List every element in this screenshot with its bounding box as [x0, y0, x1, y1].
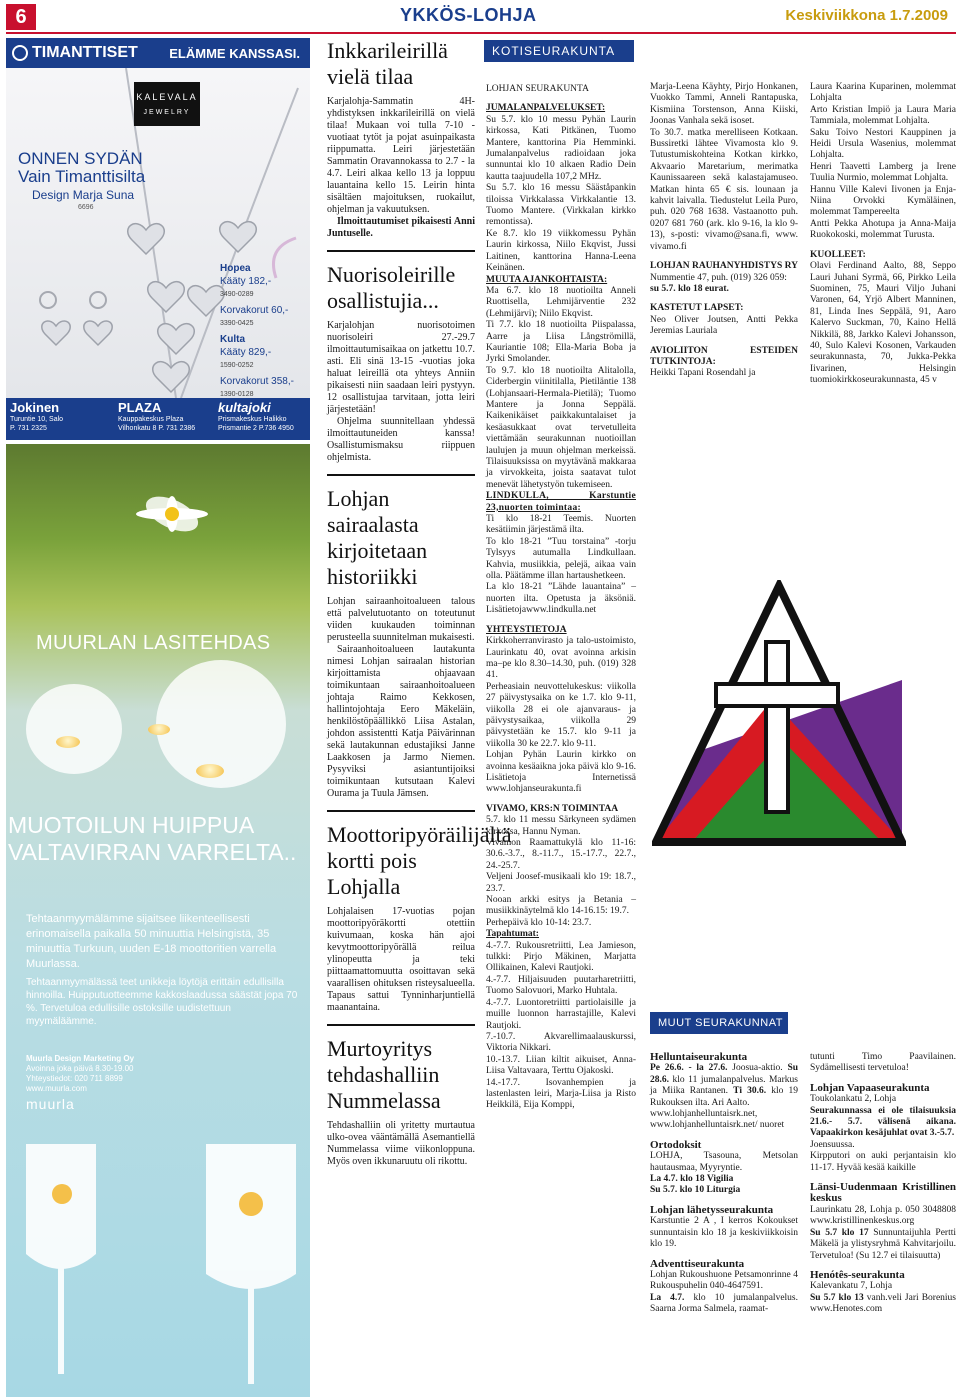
news-column-1: [327, 38, 512, 1168]
parish-entry: Ma 6.7. klo 18 nuotioilta Anneli Ruottisella, Lehmijärventie 232 (Lehmijärvi); Niilo Ekqvist.: [486, 285, 636, 319]
event-text: klo 10 jumalanpalvelus. Saarna Jorma Salmela, raamat-: [650, 1292, 798, 1315]
parish-column-3: [810, 82, 956, 387]
parish-entry: Perheasiain neuvottelukeskus: viikolla 27 päivystysaika on ke 1.7. klo 9-11, viikolla 28 ei ole ajanvaraus- ja päivystysaikaa, viikolla 29 päivystetään ke 15.7. klo 9-11 ja viikolla 30 ke 22.7. klo 9-11.: [486, 681, 636, 749]
article-headline: Nuorisoleirille osallistujia...: [327, 262, 456, 313]
article-paragraph: Sairaanhoitoalueen lautakunta nimesi Lohjan sairaalan historian kirjoittamista ohjaavaan toimikuntaan sairaanhoitoalueen johtaja Raimo Kekkosen, hallintojohtaja Eero Mäkeläin, henkilöstöpäällikkö Liisa Astalan, johdon assistentti Katja Päivärinnan sekä lautakunnan edustajiksi Janne Laakkosen ja Jarmo Niemen. Pysyviksi asiantuntijoiksi toimikuntaan kutsutaan Kalevi Ourama ja Tuula Jämsen.: [327, 644, 475, 799]
parish-entry: Ti 7.7. klo 18 nuotioilta Piispalassa, Aarre ja Liisa Långströmillä, Kauriantie 108; Ella-Maria Boba ja Jyrki Smolander.: [486, 320, 636, 365]
parish-entry: Henri Taavetti Lamberg ja Irene Tuulia Nurmio, molemmat Lohjalta.: [810, 161, 956, 184]
parish-entry: 14.-17.7. Isovanhempien ja lastenlasten leiri, Marja-Liisa ja Risto Heikkilä, Eija Komppi,: [486, 1077, 636, 1111]
parish-entry: [810, 1293, 956, 1316]
retailer-address: Turuntie 10, Salo: [10, 416, 64, 423]
article-headline: Lohjan sairaalasta kirjoitetaan historiikki: [327, 486, 428, 589]
other-parishes-column-1: [650, 1052, 798, 1316]
article-divider: [327, 1024, 475, 1026]
section-bar-kotiseurakunta: KOTISEURAKUNTA: [484, 40, 634, 62]
muurla-hours: Avoinna joka päivä 8.30-19.00: [26, 1064, 134, 1073]
candle-glasses-image: [6, 1144, 310, 1397]
parish-entry: Laura Kaarina Kuparinen, molemmat Lohjalta: [810, 82, 956, 104]
brand-subname: JEWELRY: [143, 109, 191, 116]
article-headline: Inkkarileirillä vielä tilaa: [327, 38, 448, 89]
ad-headline-2: Vain Timanttisilta: [18, 167, 146, 186]
parish-name: Ortodoksit: [650, 1138, 702, 1151]
section-heading: LINDKULLA, Karstuntie 23,nuorten toimintaa:: [486, 491, 636, 513]
article-paragraph: Ohjelma suunnitellaan yhdessä ilmoittautuneiden kanssa! Osallistumismaksu riippuen ohjelmista.: [327, 416, 475, 463]
retailer-jokinen: [10, 400, 63, 433]
muurla-headline-1: MUOTOILUN HUIPPUA: [8, 812, 255, 838]
brand-name: KALEVALA: [136, 92, 198, 102]
parish-entry: Olavi Ferdinand Aalto, 88, Seppo Lauri Juhani Syrmä, 66, Pirkko Leila Suominen, 75, Mauri Viljo Juhani Varonen, 64, Yrjö Albert Manninen, 81, Linda Ines Seppälä, 91, Aaro Kalervo Suckman, 70, Kaino Hellä Nikkilä, 88, Jarkko Kalevi Johansson, 40, Sulo Kalevi Kosonen, Varkauden seurakunnasta, 70, Jukka-Pekka Iivarinen, Helsingin tuomiokirkkoseurakunnasta, 45 v: [810, 261, 956, 386]
muurla-contact: [26, 1054, 186, 1094]
muurla-company: Muurla Design Marketing Oy: [26, 1054, 135, 1063]
parish-entry: 10.-13.7. Liian kiltit aikuiset, Anna-Liisa Valtavaara, Terttu Ojakoski.: [486, 1054, 636, 1077]
retailer-name: PLAZA: [118, 400, 162, 415]
section-heading: LOHJAN SEURAKUNTA: [486, 84, 589, 94]
parish-entry: Kirkkoherranvirasto ja talo-ustoimisto, Laurinkatu 40, ovat avoinna arkisin ma–pe klo 8.30–14.30, puh. (019) 328 41.: [486, 636, 636, 681]
article-paragraph: Karjalohja-Sammatin 4H-yhdistyksen inkkarileirillä on vielä tilaa! Mukaan voi tulla 7-10 -vuotiaat tytöt ja pojat asuinpaikasta riippumatta. Leiri järjestetään Sammatin Oravannokassa to 2.7 - la 4.7. Leiri alkaa kello 13 ja loppuu lauantaina kello 15. Leirin hinta sisältäen majoituksen, ruokailut, ohjelman ja vakuutuksen.: [327, 96, 475, 215]
parish-name: Adventtiseurakunta: [650, 1257, 745, 1270]
article-divider: [327, 250, 475, 252]
newspaper-name: YKKÖS-LOHJA: [400, 5, 537, 25]
parish-entry: La 4.7. klo 18 Vigilia: [650, 1174, 734, 1185]
event-text: klo 19 Rukouksen ilta. Ari Aalto.: [650, 1086, 798, 1108]
muurla-headline: [8, 812, 296, 866]
jewelry-ad[interactable]: [6, 38, 310, 440]
parish-entry: Heikki Tapani Rosendahl ja: [650, 368, 756, 379]
event-date: Ti 30.6.: [733, 1086, 767, 1097]
price-code: 3490-0289: [220, 291, 254, 298]
article-headline: Moottoripyöräilijältä kortti pois Lohjalla: [327, 822, 512, 899]
parish-entry: Lohjan Rukoushuone Petsamonrinne 4 Rukouspuhelin 040-4647591.: [650, 1269, 798, 1292]
article-divider: [327, 810, 475, 812]
parish-entry: [650, 1063, 798, 1109]
muurla-title: MUURLAN LASITEHDAS: [36, 632, 271, 654]
retailer-phone: Prismantie 2 P.736 4950: [218, 425, 294, 432]
section-heading: LOHJAN RAUHANYHDISTYS RY: [650, 261, 798, 272]
article-paragraph: Karjalohjan nuorisotoimen nuorisoleiri 27.-29.7 ilmoittautumisaikaa on jatkettu 10.7. asti. Eli sinä 13-15 -vuotias joka haluat leireillä ota yhteys Anniin pikaisesti niin saadaan leiri pystyyn. 12 osallistujaa tarvitaan, jotta leiri järjestetään!: [327, 320, 475, 415]
parish-entry: La klo 18-21 ”Lähde lauantaina” –nuorten ilta. Opetusta ja äksöniä. Lisätietojawww.lindkulla.net: [486, 582, 636, 616]
parish-entry: 7.-10.7. Akvarellimaalauskurssi, Viktoria Nikkari.: [486, 1031, 636, 1054]
section-heading: Tapahtumat:: [486, 929, 539, 940]
retailer-phone: P. 731 2325: [10, 425, 47, 432]
retailer-kultajoki: [218, 400, 294, 433]
ad-code: 6696: [78, 204, 94, 211]
article-divider: [327, 474, 475, 476]
event-date: La 4.7.: [650, 1292, 685, 1303]
event-date: Su 5.7 klo 17: [810, 1227, 869, 1238]
parish-entry: 4.-7.7. Rukousretriitti, Lea Jamieson, tulkki: Pirjo Mäkinen, Marjatta Ollikainen, Kalevi Rautjoki.: [486, 940, 636, 974]
article-headline: Murtoyritys tehdashalliin Nummelassa: [327, 1036, 441, 1113]
retailer-phone: Vilhonkatu 8 P. 731 2386: [118, 425, 196, 432]
parish-entry: Ke 8.7. klo 19 viikkomessu Pyhän Laurin kirkossa, Niilo Ekqvist, Jussi Laitinen, kanttorina Hanna-Leena Keinänen.: [486, 228, 636, 274]
event-date: Su 5.7 klo 13: [810, 1292, 864, 1303]
price-line: Korvakorut 60,-: [220, 305, 289, 316]
parish-entry: Seurakunnassa ei ole tilaisuuksia 21.6.- 5.7. välisenä aikana. Vapaakirkon kesäjuhlat ovat 3.-5.7.: [810, 1105, 956, 1139]
muurla-paragraph: Tehtaanmyymälässä teet unikkeja löytöjä erittäin edullisilla hinnoilla. Huipputuotteemme kakkoslaadussa säästät jopa 70 %. Tervetuloa edullisille ostoksille uudistettuun myymäläämme.: [26, 977, 298, 1027]
parish-entry: LOHJA, Tsasouna, Metsolan hautausmaa, Myyryntie.: [650, 1151, 798, 1173]
price-code: 1390-0128: [220, 391, 254, 398]
event-text: vanh.veli Jari Borenius www.Henotes.com: [810, 1292, 956, 1315]
section-heading: YHTEYSTIETOJA: [486, 624, 567, 635]
parish-entry: To klo 18-21 ”Tuu torstaina” -torju Tylsyys autumalla Lindkullaan. Kahvia, musiikkia, pelejä, aikaa vain olla. Päätämme illan hartaushetkeen.: [486, 536, 636, 582]
parish-entry: su 5.7. klo 18 eurat.: [650, 283, 729, 294]
parish-website[interactable]: www.lohjanhelluntaisrk.net, www.lohjanhelluntaisrk.net/ nuoret: [650, 1109, 785, 1131]
parish-name: Länsi-Uudenmaan Kristillinen keskus: [810, 1181, 956, 1205]
parish-entry: Saku Toivo Nestori Kauppinen ja Heidi Ursula Wasenius, molemmat Lohjalta.: [810, 127, 956, 161]
article-paragraph: Lohjalaisen 17-vuotias pojan moottoripyöräkortti otettiin kuivumaan, koska hän ajoi kevytmoottoripyörällä reilua ylinopeutta ja teki piittaamattomuutta osoittavan sekä vaarallisen ohituksen risteysalueella. Tapaus sattui Tynninharjuntiellä maanantaina.: [327, 906, 475, 1013]
section-heading: VIVAMO, KRS:N TOIMINTAA: [486, 803, 619, 814]
event-text: Joosua-aktio.: [732, 1063, 783, 1074]
parish-entry: Nummentie 47, puh. (019) 326 059:: [650, 272, 787, 283]
church-emblem-icon: [652, 580, 906, 854]
parish-column-1: [486, 84, 636, 1112]
article-paragraph: Ilmoittautumiset pikaisesti Anni Juntuselle.: [327, 216, 475, 239]
parish-entry: Su 5.7. klo 16 messu Sääståpankin tiloissa Virkkalassa Virkkalantie 13. Tuomo Mantere. (Virkkalan kirkko remontissa).: [486, 183, 636, 228]
parish-entry: Antti Pekka Ahotupa ja Anna-Maija Ruokokoski, molemmat Turusta.: [810, 218, 956, 241]
ad-headline: [18, 150, 145, 186]
parish-entry: Perhepäivä klo 10-14: 23.7.: [486, 917, 592, 928]
diamond-icon: [12, 45, 28, 61]
parish-entry: [810, 1228, 956, 1262]
parish-entry: tutunti Timo Paavilainen. Sydämellisesti tervetuloa!: [810, 1052, 956, 1074]
section-heading: MUUTA AJANKOHTAISTA:: [486, 274, 608, 285]
retailer-name: Jokinen: [10, 400, 60, 415]
price-group-name: Hopea: [220, 263, 251, 274]
parish-entry: 4.-7.7. Hiljaisuuden puutarharetriitti, Tuomo Salovuori, Marko Huhtala.: [486, 974, 636, 997]
parish-entry: Neo Oliver Joutsen, Antti Pekka Jeremias Lauriala: [650, 314, 798, 337]
parish-entry: To 30.7. matka merelliseen Kotkaan. Bussiretki lähtee Vivamosta klo 9. Tutustumiskohteina Kotkan kirkko, Akvaario Maretarium, merimatka Kaunissaareen sekä kalastajamuseo. Matkan hinta 65 € sis. lounaan ja kahvit laivalla. Tiedustelut Leila Puro, puh. 020 768 1638. Vastaanotto puh. 0207 681 760 (ark. klo 9-16, la klo 9-13), s-posti: vivamo@sana.fi, www. vivamo.fi: [650, 127, 798, 252]
publication-date: Keskiviikkona 1.7.2009: [785, 7, 948, 24]
header-rule: [6, 32, 956, 34]
section-heading: KUOLLEET:: [810, 249, 866, 260]
parish-entry: Karstuntie 2 A , I kerros Kokoukset sunnuntaisin klo 18 ja keskiviikkoisin klo 19.: [650, 1216, 798, 1250]
glass-lamp-image: [26, 684, 122, 774]
candle-image: [56, 736, 80, 748]
section-heading: KASTETUT LAPSET:: [650, 303, 744, 314]
parish-entry: 5.7. klo 11 messu Särkyneen sydämen kirkossa, Hannu Nyman.: [486, 815, 636, 837]
price-line: Kääty 182,-: [220, 276, 272, 287]
parish-entry: 4.-7.7. Luontoretriitti partiolaisille ja muille luonnon harrastajille, Kalevi Rautjoki.: [486, 997, 636, 1031]
parish-entry: Hannu Ville Kalevi Iivonen ja Enja-Niina Orvokki Kymäläinen, molemmat Tampereelta: [810, 184, 956, 218]
price-code: 3390-0425: [220, 320, 254, 327]
parish-entry: To 9.7. klo 18 nuotioilta Alitalolla, Ciderbergin viinitilalla, Pietiläntie 138 (Lohjansaari-Hermala-Pietilä); Tuomo Mantere ja Jonna Seppälä. Kaikenikäiset paikkakuntalaiset ja kesäasukkaat ovat tervetulleita viettämään seurakunnan nuotioillan laulujen ja muun ohjelman merkeissä. Tilaisuuksissa on myytävänä makkaraa ja virvokkeita, joista saatavat tulot menevät lähetystyön tukemiseen.: [486, 365, 636, 490]
parish-entry: Kirpputori on auki perjantaisin klo 11-17. Hyvää kesää kaikille: [810, 1151, 956, 1173]
ad-right-title: ELÄMME KANSSASI.: [169, 46, 300, 61]
parish-entry: Vivamon Raamattukylä klo 11-16: 30.6.-3.7., 8.-11.7., 15.-17.7., 22.7., 24.-25.7.: [486, 838, 636, 871]
page-number: 6: [6, 4, 36, 30]
article-paragraph: Tehdashalliin oli yritetty murtautua ulko-ovea vääntämällä Asemantiellä Nummelassa viime viikonloppuna. Myös oven ikkunaruutu oli rikottu.: [327, 1120, 475, 1167]
muurla-phone: Yhteystiedot: 020 711 8899: [26, 1074, 123, 1083]
section-heading: AVIOLIITON ESTEIDEN TUTKINTOJA:: [650, 345, 798, 367]
price-line: Korvakorut 358,-: [220, 376, 294, 387]
parish-entry: Joensuussa.: [810, 1139, 855, 1150]
parish-entry: Ti klo 18-21 Teemis. Nuorten kesätiimin järjestämä ilta.: [486, 514, 636, 536]
candle-image: [196, 764, 224, 778]
event-text: klo 11 jumalanpalvelus. Markus ja Miika Rantanen.: [650, 1074, 798, 1097]
event-date: Pe 26.6. - la 27.6.: [650, 1063, 728, 1074]
muurla-logo: muurla: [26, 1096, 75, 1112]
other-parishes-column-2: [810, 1052, 956, 1316]
section-heading: JUMALANPALVELUKSET:: [486, 103, 606, 114]
muurla-paragraph: Tehtaanmyymälämme sijaitsee liikenteellisesti erinomaisella paikalla 50 minuuttia Helsingistä, 35 minuuttia Turkuun, uuden E-18 moottoritien varrella Muurlassa.: [26, 913, 277, 970]
candle-image: [148, 724, 170, 735]
price-list: [220, 262, 308, 404]
parish-entry: [650, 1293, 798, 1316]
parish-entry: Lohjan Pyhän Laurin kirkko on avoinna kesäaikna joka päivä klo 9-16. Lisätietoja Internetissä www.lohjanseurakunta.fi: [486, 750, 636, 795]
retailer-address: Prismakeskus Halikko: [218, 416, 287, 423]
brand-logo: [134, 82, 200, 126]
price-line: Kääty 829,-: [220, 347, 272, 358]
ad-title-bar: [6, 38, 310, 68]
event-text: Sunnuntaijuhla Pertti Mäkelä ja ylistysryhmä Kahvitarjoilu. Tervetuloa! (Su 12.7 ei tilaisuutta): [810, 1227, 956, 1261]
parish-entry: Arto Kristian Impiö ja Laura Maria Tammiala, molemmat Lohjalta.: [810, 104, 956, 127]
parish-column-2: [650, 82, 798, 380]
price-group-name: Kulta: [220, 334, 245, 345]
parish-entry: Su 5.7. klo 10 messu Pyhän Laurin kirkossa, Kati Pitkänen, Tuomo Mantere, kanttorina Pia Hemminki. Jumalanpalvelus radioidaan joka sunnuntai klo 10 alkaen Radio Dein kautta taajuudella 107,2 MHz.: [486, 114, 636, 182]
parish-entry: Nooan arkki esitys ja Betania –musiikkinäytelmä klo 14-16.15: 19.7.: [486, 895, 636, 917]
event-date: Su 28.6.: [650, 1063, 799, 1085]
parish-entry: Toukolankatu 2, Lohja: [810, 1094, 897, 1105]
parish-entry: Laurinkatu 28, Lohja p. 050 3048808 www.kristillinenkeskus.org: [810, 1204, 956, 1227]
retailer-plaza: [118, 400, 195, 433]
parish-entry: Marja-Leena Käyhty, Pirjo Honkanen, Vuokko Tammi, Anneli Rantapuska, Kismiina Torstenson, Anna Kiiski, Joonas Vanhala sekä isoset.: [650, 82, 798, 127]
muurla-ad[interactable]: [6, 444, 310, 1397]
daisy-icon: [132, 494, 212, 534]
muurla-website[interactable]: www.muurla.com: [26, 1084, 87, 1093]
parish-name: Helluntaiseurakunta: [650, 1051, 748, 1063]
parish-name: Lohjan Vapaaseurakunta: [810, 1081, 930, 1094]
muurla-headline-2: VALTAVIRRAN VARRELTA..: [8, 839, 297, 865]
ad-headline-1: ONNEN SYDÄN: [18, 149, 143, 168]
parish-name: Henótês-seurakunta: [810, 1268, 905, 1281]
section-bar-muut-seurakunnat: MUUT SEURAKUNNAT: [650, 1012, 788, 1034]
ad-left-title: TIMANTTISET: [32, 44, 138, 61]
parish-entry: Su 5.7. klo 10 Liturgia: [650, 1185, 741, 1196]
retailer-name: kultajoki: [218, 400, 271, 415]
parish-entry: Veljeni Joosef-musikaali klo 19: 18.7., 23.7.: [486, 872, 636, 894]
article-paragraph: Lohjan sairaanhoitoalueen talous että palvelutuotanto on toteutunut viiden kuukauden toiminnan perusteella suunnitelman mukaisesti.: [327, 596, 475, 643]
ad-designer: Design Marja Suna: [32, 188, 135, 202]
retailer-footer: [6, 398, 310, 440]
price-code: 1590-0252: [220, 362, 254, 369]
parish-entry: Kalevankatu 7, Lohja: [810, 1281, 893, 1292]
retailer-address: Kauppakeskus Plaza: [118, 416, 184, 423]
parish-name: Lohjan lähetysseurakunta: [650, 1203, 774, 1216]
